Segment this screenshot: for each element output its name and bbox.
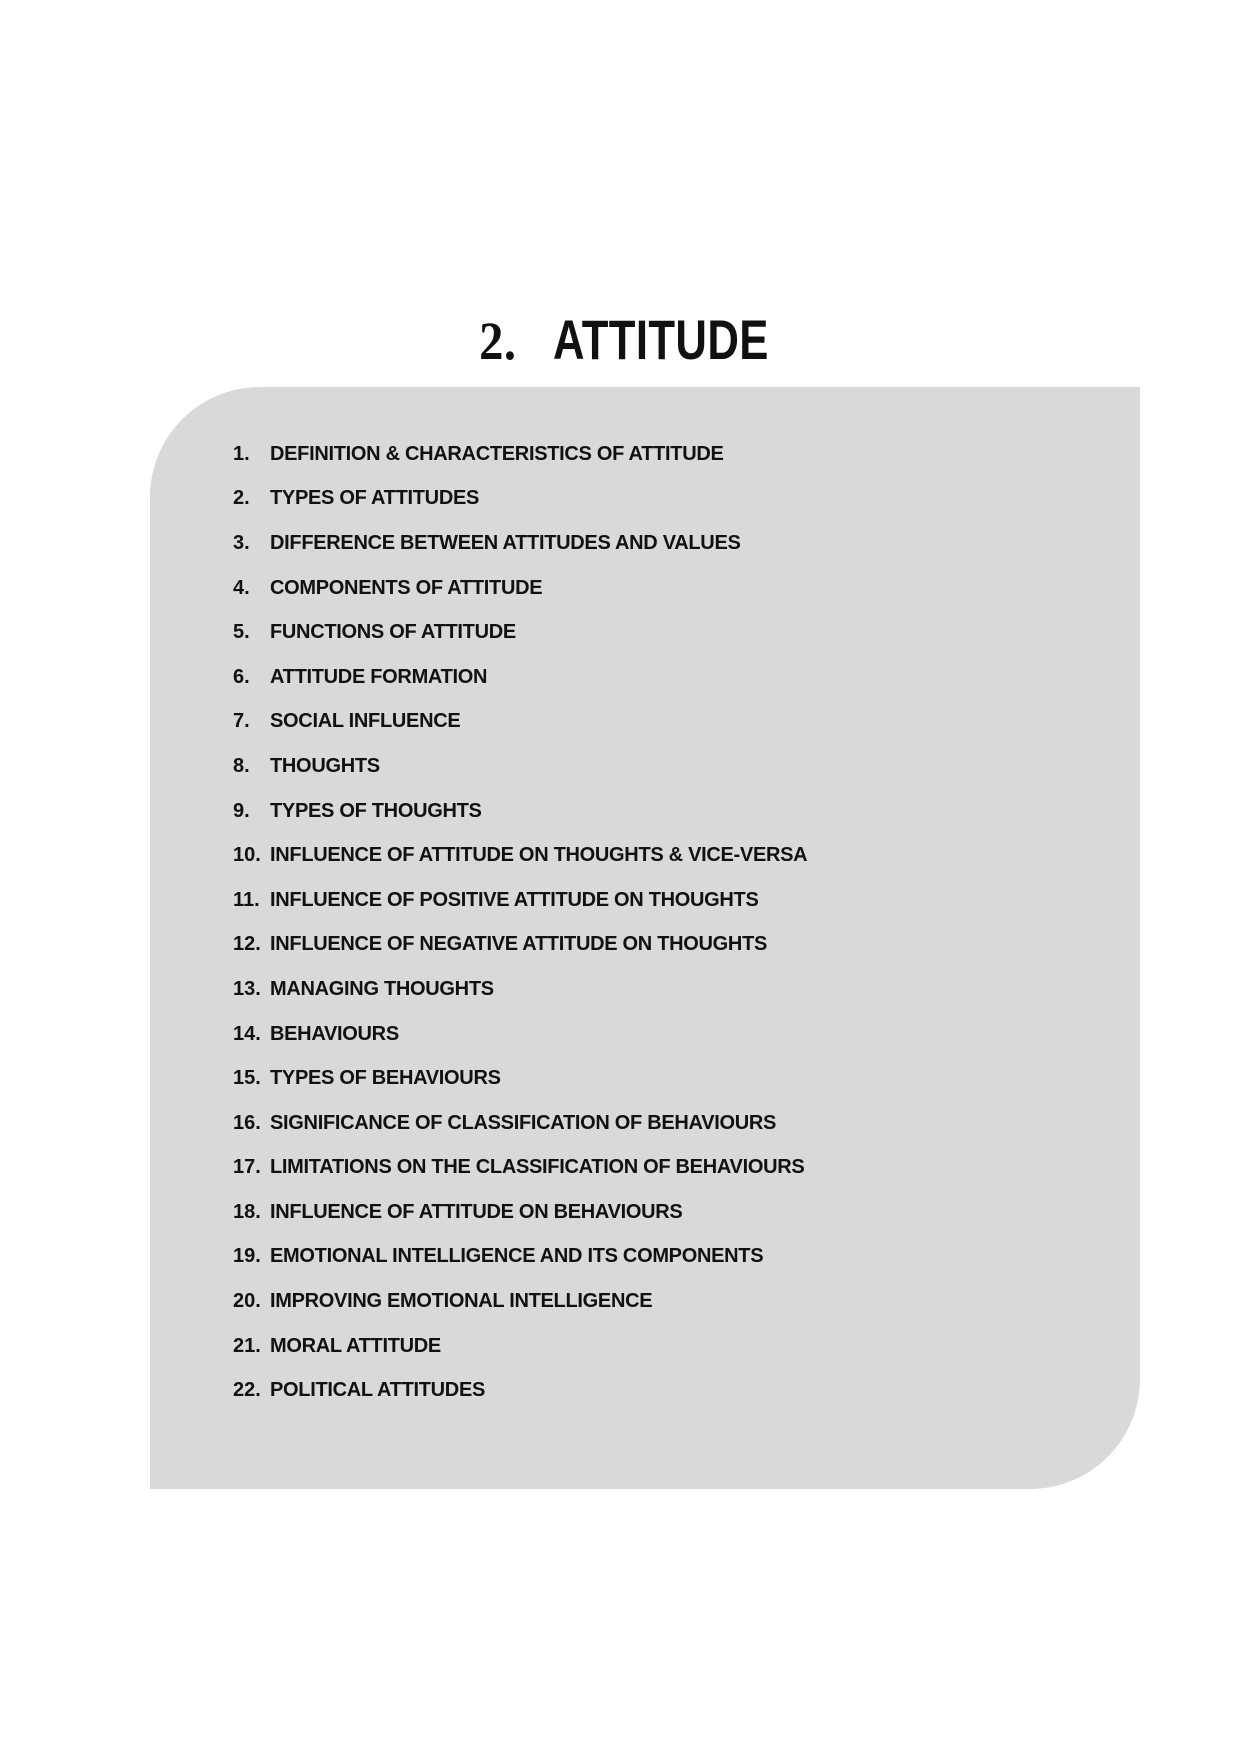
toc-item-number: 6. <box>233 665 250 688</box>
toc-item-number: 4. <box>233 576 250 599</box>
toc-item-number: 9. <box>233 799 250 822</box>
toc-item-number: 20. <box>233 1290 261 1313</box>
toc-item-number: 18. <box>233 1200 261 1223</box>
toc-item-label: MORAL ATTITUDE <box>270 1334 441 1357</box>
toc-item-label: IMPROVING EMOTIONAL INTELLIGENCE <box>270 1290 653 1313</box>
toc-item-number: 3. <box>233 531 250 554</box>
chapter-title <box>0 300 1241 381</box>
toc-item-number: 14. <box>233 1022 261 1045</box>
toc-item-number: 11. <box>233 888 260 911</box>
toc-item <box>233 432 807 477</box>
toc-item-number: 12. <box>233 933 261 956</box>
toc-item-number: 7. <box>233 710 250 733</box>
toc-item-label: INFLUENCE OF ATTITUDE ON THOUGHTS & VICE-VERSA <box>270 844 808 867</box>
toc-item-label: EMOTIONAL INTELLIGENCE AND ITS COMPONENTS <box>270 1245 764 1268</box>
toc-item-number: 16. <box>233 1111 261 1134</box>
toc-item <box>233 1235 807 1280</box>
toc-item <box>233 566 807 611</box>
toc-item <box>233 1368 807 1413</box>
toc-item <box>233 1012 807 1057</box>
toc-item-number: 1. <box>233 442 250 465</box>
toc-item <box>233 700 807 745</box>
toc-item-number: 19. <box>233 1245 261 1268</box>
chapter-number: 2. <box>479 310 517 371</box>
toc-item-label: BEHAVIOURS <box>270 1022 399 1045</box>
toc-item-number: 13. <box>233 977 261 1000</box>
toc-item <box>233 1190 807 1235</box>
chapter-name: ATTITUDE <box>552 307 769 371</box>
toc-item-label: INFLUENCE OF NEGATIVE ATTITUDE ON THOUGHTS <box>270 933 768 956</box>
toc-item-number: 10. <box>233 844 261 867</box>
toc-item <box>233 744 807 789</box>
toc-item-number: 21. <box>233 1334 261 1357</box>
toc-item <box>233 477 807 522</box>
toc-item-label: POLITICAL ATTITUDES <box>270 1379 486 1402</box>
toc-item <box>233 521 807 566</box>
toc-item-label: LIMITATIONS ON THE CLASSIFICATION OF BEHAVIOURS <box>270 1156 805 1179</box>
toc-item-label: MANAGING THOUGHTS <box>270 977 494 1000</box>
toc-item-label: INFLUENCE OF POSITIVE ATTITUDE ON THOUGHTS <box>270 888 759 911</box>
toc-item-label: TYPES OF THOUGHTS <box>270 799 482 822</box>
toc-item-label: TYPES OF BEHAVIOURS <box>270 1067 501 1090</box>
toc-item <box>233 789 807 834</box>
toc-item-label: DEFINITION & CHARACTERISTICS OF ATTITUDE <box>270 442 724 465</box>
toc-item-number: 22. <box>233 1379 261 1402</box>
toc-item-number: 5. <box>233 621 250 644</box>
toc-item <box>233 1279 807 1324</box>
toc-item <box>233 833 807 878</box>
toc-item-number: 17. <box>233 1156 261 1179</box>
toc-item <box>233 1101 807 1146</box>
toc-item <box>233 1146 807 1191</box>
toc-item-label: INFLUENCE OF ATTITUDE ON BEHAVIOURS <box>270 1200 683 1223</box>
toc-item <box>233 878 807 923</box>
toc-item <box>233 1324 807 1369</box>
toc-item <box>233 610 807 655</box>
toc-item-label: ATTITUDE FORMATION <box>270 665 488 688</box>
toc-item-number: 2. <box>233 487 250 510</box>
toc-item <box>233 923 807 968</box>
toc-item <box>233 967 807 1012</box>
toc-item <box>233 1056 807 1101</box>
table-of-contents-list <box>233 432 807 1413</box>
table-of-contents-panel <box>150 387 1140 1489</box>
toc-item-label: FUNCTIONS OF ATTITUDE <box>270 621 516 644</box>
toc-item-number: 8. <box>233 754 250 777</box>
toc-item-label: DIFFERENCE BETWEEN ATTITUDES AND VALUES <box>270 531 741 554</box>
toc-item-label: TYPES OF ATTITUDES <box>270 487 480 510</box>
toc-item-label: SOCIAL INFLUENCE <box>270 710 461 733</box>
toc-item-label: SIGNIFICANCE OF CLASSIFICATION OF BEHAVIOURS <box>270 1111 777 1134</box>
toc-item-label: COMPONENTS OF ATTITUDE <box>270 576 543 599</box>
toc-item-number: 15. <box>233 1067 261 1090</box>
toc-item-label: THOUGHTS <box>270 754 380 777</box>
toc-item <box>233 655 807 700</box>
